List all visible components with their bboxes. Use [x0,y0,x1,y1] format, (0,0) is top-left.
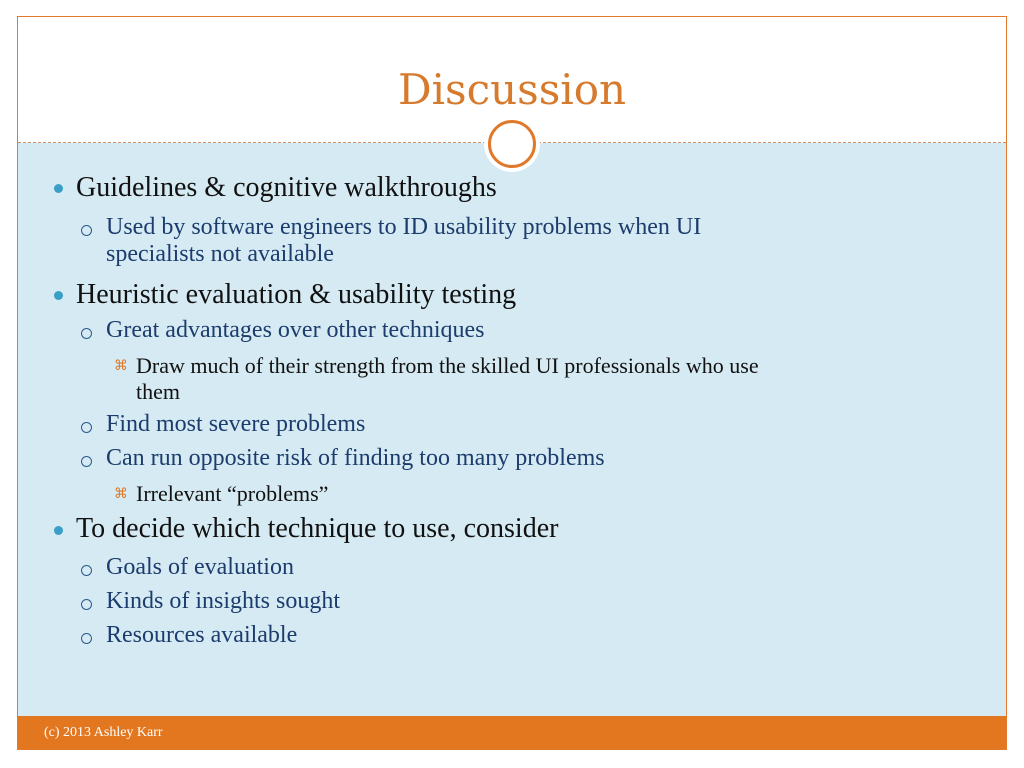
bullet-level1: Guidelines & cognitive walkthroughs [76,172,497,203]
bullet-dot-icon [54,291,63,300]
bullet-level1: To decide which technique to use, consider [76,513,559,544]
footer-copyright: (c) 2013 Ashley Karr [44,725,163,740]
bullet-dot-icon [54,526,63,535]
hollow-bullet-icon [81,565,92,576]
bullet-level1: Heuristic evaluation & usability testing [76,279,517,310]
hollow-bullet-icon [81,599,92,610]
bullet-level2: Find most severe problems [106,411,366,437]
hollow-bullet-icon [81,422,92,433]
bullet-level2: Goals of evaluation [106,554,294,580]
footer-bar [18,716,1006,749]
bullet-level3-continuation: them [136,379,180,404]
bullet-level2: Great advantages over other techniques [106,317,485,343]
bullet-dot-icon [54,184,63,193]
bullet-level2-continuation: specialists not available [106,241,334,267]
hollow-bullet-icon [81,456,92,467]
star-bullet-icon: ⌘ [114,358,128,374]
circle-ornament-icon [488,120,536,168]
hollow-bullet-icon [81,328,92,339]
bullet-level3: Irrelevant “problems” [136,481,329,506]
hollow-bullet-icon [81,633,92,644]
bullet-level2: Can run opposite risk of finding too many problems [106,445,605,471]
hollow-bullet-icon [81,225,92,236]
bullet-level2: Used by software engineers to ID usability problems when UI [106,214,702,240]
slide-title: Discussion [397,65,627,114]
star-bullet-icon: ⌘ [114,486,128,502]
bullet-level2: Resources available [106,622,298,648]
bullet-level2: Kinds of insights sought [106,588,341,614]
bullet-level3: Draw much of their strength from the skilled UI professionals who use [136,353,759,378]
